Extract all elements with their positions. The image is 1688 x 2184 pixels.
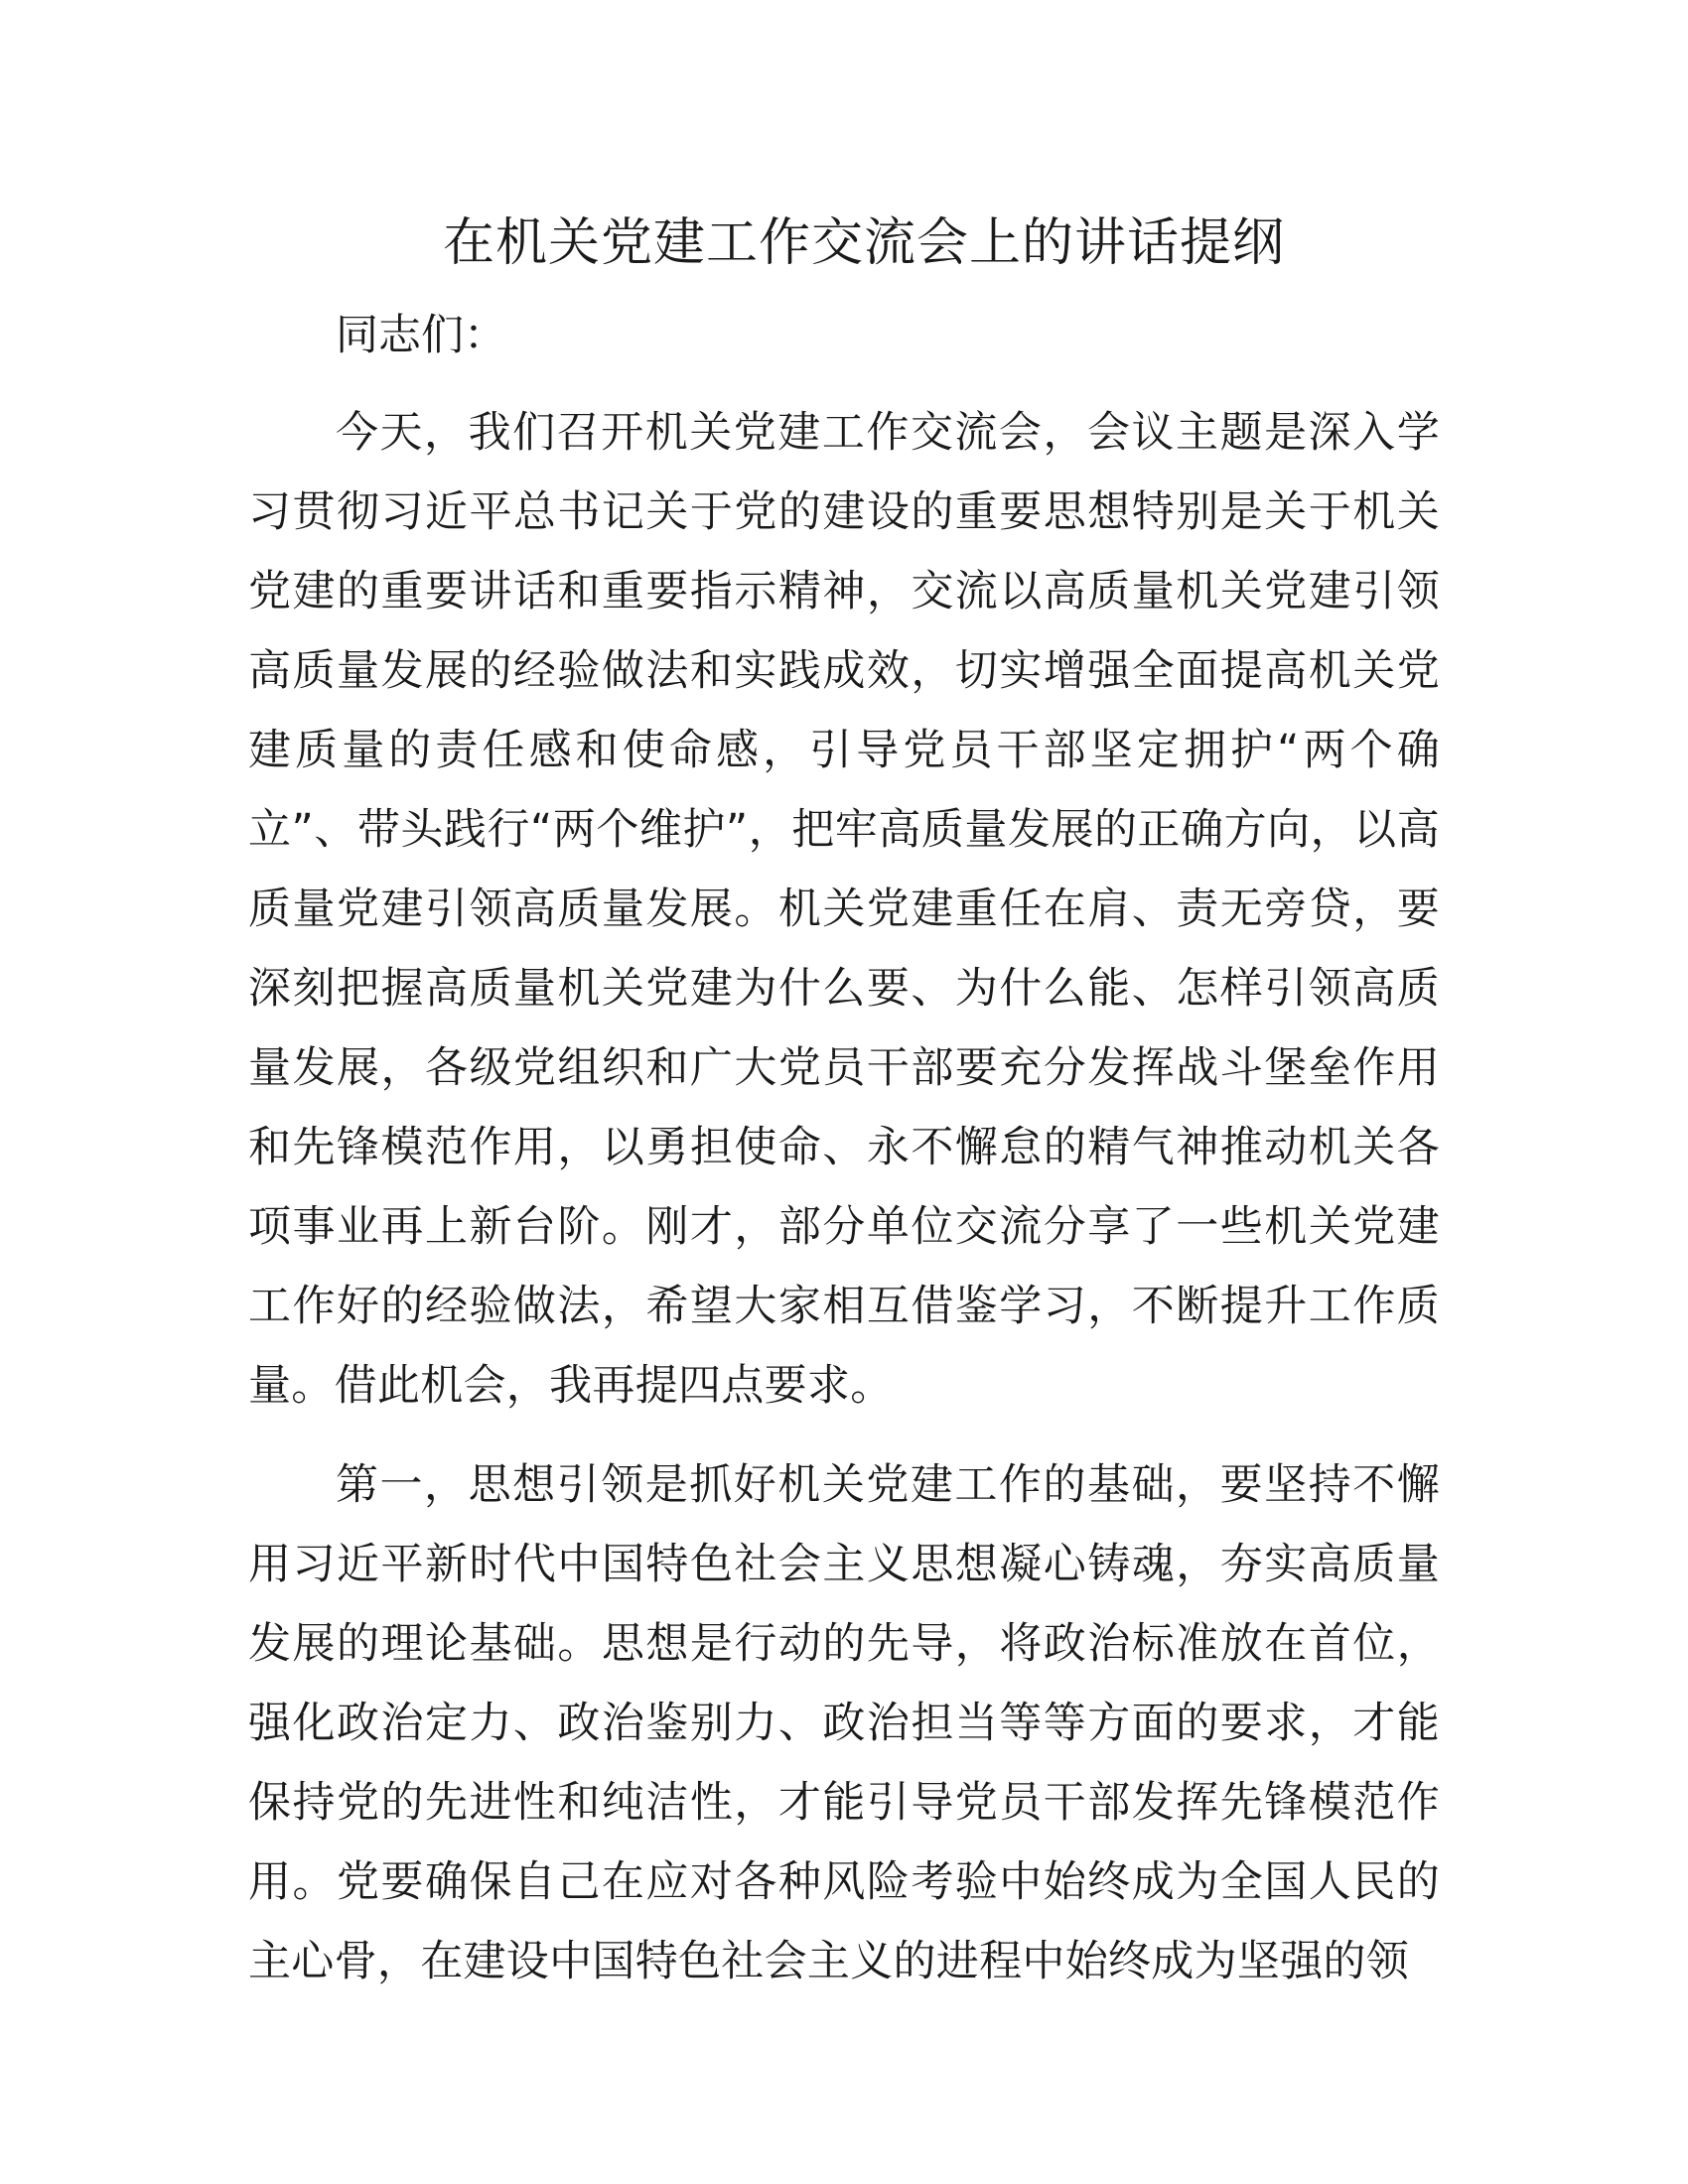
salutation: 同志们： (336, 311, 506, 360)
paragraph-opening: 今天，我们召开机关党建工作交流会，会议主题是深入学习贯彻习近平总书记关于党的建设的重要思想特别是关于机关党建的重要讲话和重要指示精神，交流以高质量机关党建引领高质量发展的经验做法和实践成效，切实增强全面提高机关党建质量的责任感和使命感，引导党员干部坚定拥护“两个确立”、带头践行“两个维护”，把牢高质量发展的正确方向，以高质量党建引领高质量发展。机关党建重任在肩、责无旁贷，要深刻把握高质量机关党建为什么要、为什么能、怎样引领高质量发展，各级党组织和广大党员干部要充分发挥战斗堡垒作用和先锋模范作用，以勇担使命、永不懈怠的精气神推动机关各项事业再上新台阶。刚才，部分单位交流分享了一些机关党建工作好的经验做法，希望大家相互借鉴学习，不断提升工作质量。借此机会，我再提四点要求。 (248, 408, 1440, 1411)
document-page (248, 199, 1440, 2001)
paragraph-first-requirement: 第一，思想引领是抓好机关党建工作的基础，要坚持不懈用习近平新时代中国特色社会主义思想凝心铸魂，夯实高质量发展的理论基础。思想是行动的先导，将政治标准放在首位，强化政治定力、政治鉴别力、政治担当等等方面的要求，才能保持党的先进性和纯洁性，才能引导党员干部发挥先锋模范作用。党要确保自己在应对各种风险考验中始终成为全国人民的主心骨，在建设中国特色社会主义的进程中始终成为坚强的领 (248, 1460, 1440, 1986)
document-title: 在机关党建工作交流会上的讲话提纲 (442, 213, 1285, 273)
